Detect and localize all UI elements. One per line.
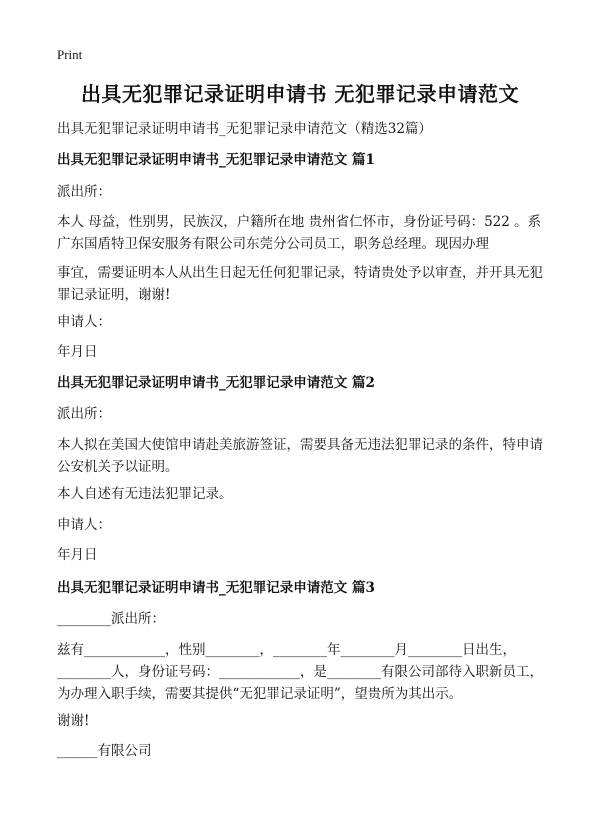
- section-2-recipient: 派出所：: [57, 406, 111, 422]
- section-2-applicant: 申请人：: [57, 517, 111, 533]
- section-1-body-paragraph-2: 事宜，需要证明本人从出生日起无任何犯罪记录，特请贵处予以审查，并开具无犯罪记录证明，谢谢!: [57, 265, 543, 303]
- section-2-body-paragraph-1: 本人拟在美国大使馆申请赴美旅游签证，需要具备无违法犯罪记录的条件，特申请公安机关予以证明。: [57, 437, 543, 475]
- section-2-heading: 出具无犯罪记录证明申请书_无犯罪记录申请范文 篇2: [57, 375, 375, 391]
- document-subtitle: 出具无犯罪记录证明申请书_无犯罪记录申请范文（精选32篇）: [57, 121, 432, 137]
- section-2-body-paragraph-2: 本人自述有无违法犯罪记录。: [57, 486, 233, 502]
- page-title: 出具无犯罪记录证明申请书 无犯罪记录申请范文: [81, 82, 519, 106]
- print-label: Print: [57, 47, 83, 62]
- section-3-thanks: 谢谢!: [57, 713, 90, 729]
- section-3-recipient: ________派出所：: [57, 611, 165, 627]
- section-1-heading: 出具无犯罪记录证明申请书_无犯罪记录申请范文 篇1: [57, 152, 375, 168]
- section-3-body-paragraph: 兹有____________，性别________，________年________月________日出生，________人，身份证号码：____________，是________有限公司部待入职新员工，为办理入职手续，需要其提供“无犯罪记录证明”，望贵所为其出示。: [57, 642, 543, 702]
- section-1-recipient: 派出所：: [57, 184, 111, 200]
- section-2-date: 年月日: [57, 547, 98, 563]
- section-1-body-paragraph-1: 本人 母益，性别男，民族汉，户籍所在地 贵州省仁怀市，身份证号码：522 。系广东国盾特卫保安服务有限公司东莞分公司员工，职务总经理。现因办理: [57, 214, 542, 252]
- section-1-date: 年月日: [57, 344, 98, 360]
- section-3-company: ______有限公司: [57, 743, 152, 759]
- section-3-heading: 出具无犯罪记录证明申请书_无犯罪记录申请范文 篇3: [57, 580, 375, 596]
- section-1-applicant: 申请人：: [57, 314, 111, 330]
